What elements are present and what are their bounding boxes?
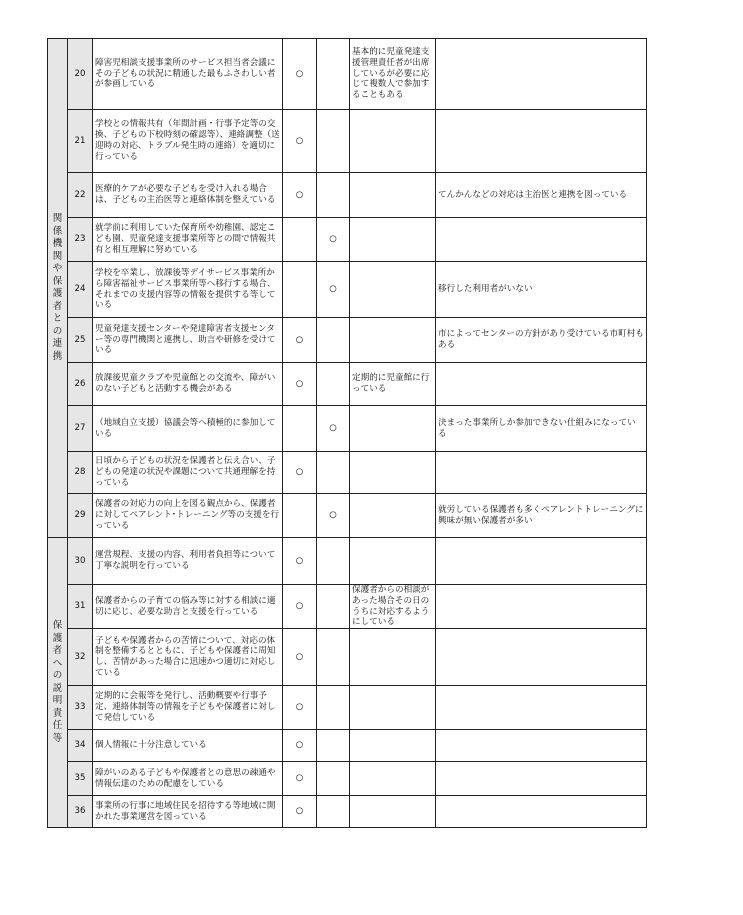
yes-mark: ○	[283, 110, 317, 173]
remark-text	[436, 730, 647, 762]
no-mark	[317, 538, 350, 585]
yes-mark: ○	[283, 39, 317, 110]
item-number: 33	[68, 686, 93, 730]
remark-text	[436, 629, 647, 686]
remark-text	[436, 686, 647, 730]
improvement-note	[350, 262, 436, 318]
improvement-note	[350, 173, 436, 218]
table-row	[48, 363, 647, 406]
yes-mark	[283, 494, 317, 538]
item-number: 32	[68, 629, 93, 686]
remark-text: 市によってセンターの方針があり受けている市町村もある	[436, 318, 647, 363]
item-text: 学校との情報共有（年間計画・行事予定等の交換、子どもの下校時刻の確認等）、連絡調整（送迎時の対応、トラブル発生時の連絡）を適切に行っている	[93, 110, 283, 173]
remark-text: 決まった事業所しか参加できない仕組みになっている	[436, 406, 647, 452]
item-text: 保護者の対応力の向上を図る観点から、保護者に対してペアレント･トレーニング等の支援を行っている	[93, 494, 283, 538]
remark-text	[436, 762, 647, 796]
table-row	[48, 110, 647, 173]
table-row	[48, 686, 647, 730]
improvement-note	[350, 452, 436, 494]
yes-mark: ○	[283, 452, 317, 494]
item-number: 23	[68, 218, 93, 262]
item-text: （地域自立支援）協議会等へ積極的に参加している	[93, 406, 283, 452]
no-mark	[317, 363, 350, 406]
item-text: 定期的に会報等を発行し、活動概要や行事予定、連絡体制等の情報を子どもや保護者に対して発信している	[93, 686, 283, 730]
item-number: 35	[68, 762, 93, 796]
item-text: 障がいのある子どもや保護者との意思の疎通や情報伝達のための配慮をしている	[93, 762, 283, 796]
improvement-note	[350, 762, 436, 796]
table-row	[48, 452, 647, 494]
item-number: 31	[68, 585, 93, 629]
improvement-note	[350, 218, 436, 262]
item-text: 就学前に利用していた保育所や幼稚園、認定こども園、児童発達支援事業所等との間で情報共有と相互理解に努めている	[93, 218, 283, 262]
improvement-note	[350, 494, 436, 538]
yes-mark: ○	[283, 686, 317, 730]
no-mark: ○	[317, 406, 350, 452]
yes-mark	[283, 406, 317, 452]
improvement-note	[350, 796, 436, 828]
item-number: 22	[68, 173, 93, 218]
improvement-note	[350, 538, 436, 585]
item-number: 26	[68, 363, 93, 406]
category-label: 関係機関や保護者との連携	[52, 213, 63, 362]
improvement-note: 保護者からの相談があった場合その日のうちに対応するようにしている	[350, 585, 436, 629]
yes-mark	[283, 262, 317, 318]
remark-text	[436, 585, 647, 629]
table-row	[48, 796, 647, 828]
table-row	[48, 406, 647, 452]
table-row	[48, 762, 647, 796]
no-mark	[317, 796, 350, 828]
no-mark	[317, 173, 350, 218]
item-number: 36	[68, 796, 93, 828]
no-mark	[317, 110, 350, 173]
item-number: 30	[68, 538, 93, 585]
yes-mark: ○	[283, 363, 317, 406]
no-mark	[317, 452, 350, 494]
no-mark: ○	[317, 218, 350, 262]
remark-text: 就労している保護者も多くペアレントトレーニングに興味が無い保護者が多い	[436, 494, 647, 538]
item-text: 学校を卒業し、放課後等デイサービス事業所から障害福祉サービス事業所等へ移行する場合、それまでの支援内容等の情報を提供する等している	[93, 262, 283, 318]
item-text: 運営規程、支援の内容、利用者負担等について丁寧な説明を行っている	[93, 538, 283, 585]
yes-mark	[283, 218, 317, 262]
improvement-note	[350, 318, 436, 363]
yes-mark: ○	[283, 173, 317, 218]
no-mark: ○	[317, 494, 350, 538]
item-text: 子どもや保護者からの苦情について、対応の体制を整備するとともに、子どもや保護者に周知し、苦情があった場合に迅速かつ適切に対応している	[93, 629, 283, 686]
item-text: 事業所の行事に地域住民を招待する等地域に開かれた事業運営を図っている	[93, 796, 283, 828]
table-row	[48, 629, 647, 686]
item-text: 個人情報に十分注意している	[93, 730, 283, 762]
table-row	[48, 262, 647, 318]
table-row	[48, 318, 647, 363]
yes-mark: ○	[283, 318, 317, 363]
category-cell	[48, 538, 68, 828]
table-row	[48, 730, 647, 762]
table-row	[48, 494, 647, 538]
table-row	[48, 173, 647, 218]
item-text: 児童発達支援センターや発達障害者支援センター等の専門機関と連携し、助言や研修を受けている	[93, 318, 283, 363]
table-row	[48, 39, 647, 110]
item-number: 25	[68, 318, 93, 363]
item-number: 24	[68, 262, 93, 318]
improvement-note: 基本的に児童発達支援管理責任者が出席しているが必要に応じて複数人で参加することもある	[350, 39, 436, 110]
table-row	[48, 538, 647, 585]
item-number: 34	[68, 730, 93, 762]
category-cell	[48, 39, 68, 538]
no-mark	[317, 629, 350, 686]
yes-mark: ○	[283, 730, 317, 762]
remark-text	[436, 538, 647, 585]
improvement-note	[350, 730, 436, 762]
yes-mark: ○	[283, 585, 317, 629]
remark-text	[436, 363, 647, 406]
no-mark	[317, 39, 350, 110]
no-mark: ○	[317, 262, 350, 318]
item-number: 27	[68, 406, 93, 452]
remark-text	[436, 796, 647, 828]
remark-text	[436, 452, 647, 494]
remark-text	[436, 110, 647, 173]
improvement-note	[350, 110, 436, 173]
no-mark	[317, 762, 350, 796]
table-row	[48, 218, 647, 262]
no-mark	[317, 686, 350, 730]
remark-text	[436, 39, 647, 110]
improvement-note	[350, 406, 436, 452]
yes-mark: ○	[283, 762, 317, 796]
item-text: 医療的ケアが必要な子どもを受け入れる場合は、子どもの主治医等と連絡体制を整えている	[93, 173, 283, 218]
item-text: 放課後児童クラブや児童館との交流や、障がいのない子どもと活動する機会がある	[93, 363, 283, 406]
table-row	[48, 585, 647, 629]
remark-text: てんかんなどの対応は主治医と連携を図っている	[436, 173, 647, 218]
category-label: 保護者への説明責任等	[52, 620, 63, 744]
no-mark	[317, 585, 350, 629]
evaluation-table	[47, 38, 647, 828]
improvement-note	[350, 629, 436, 686]
remark-text	[436, 218, 647, 262]
no-mark	[317, 318, 350, 363]
improvement-note	[350, 686, 436, 730]
item-number: 29	[68, 494, 93, 538]
yes-mark: ○	[283, 796, 317, 828]
item-text: 障害児相談支援事業所のサービス担当者会議にその子どもの状況に精通した最もふさわしい者が参画している	[93, 39, 283, 110]
yes-mark: ○	[283, 629, 317, 686]
item-number: 28	[68, 452, 93, 494]
item-text: 日頃から子どもの状況を保護者と伝え合い、子どもの発達の状況や課題について共通理解を持っている	[93, 452, 283, 494]
no-mark	[317, 730, 350, 762]
item-number: 20	[68, 39, 93, 110]
yes-mark: ○	[283, 538, 317, 585]
remark-text: 移行した利用者がいない	[436, 262, 647, 318]
item-number: 21	[68, 110, 93, 173]
item-text: 保護者からの子育ての悩み等に対する相談に適切に応じ、必要な助言と支援を行っている	[93, 585, 283, 629]
improvement-note: 定期的に児童館に行っている	[350, 363, 436, 406]
